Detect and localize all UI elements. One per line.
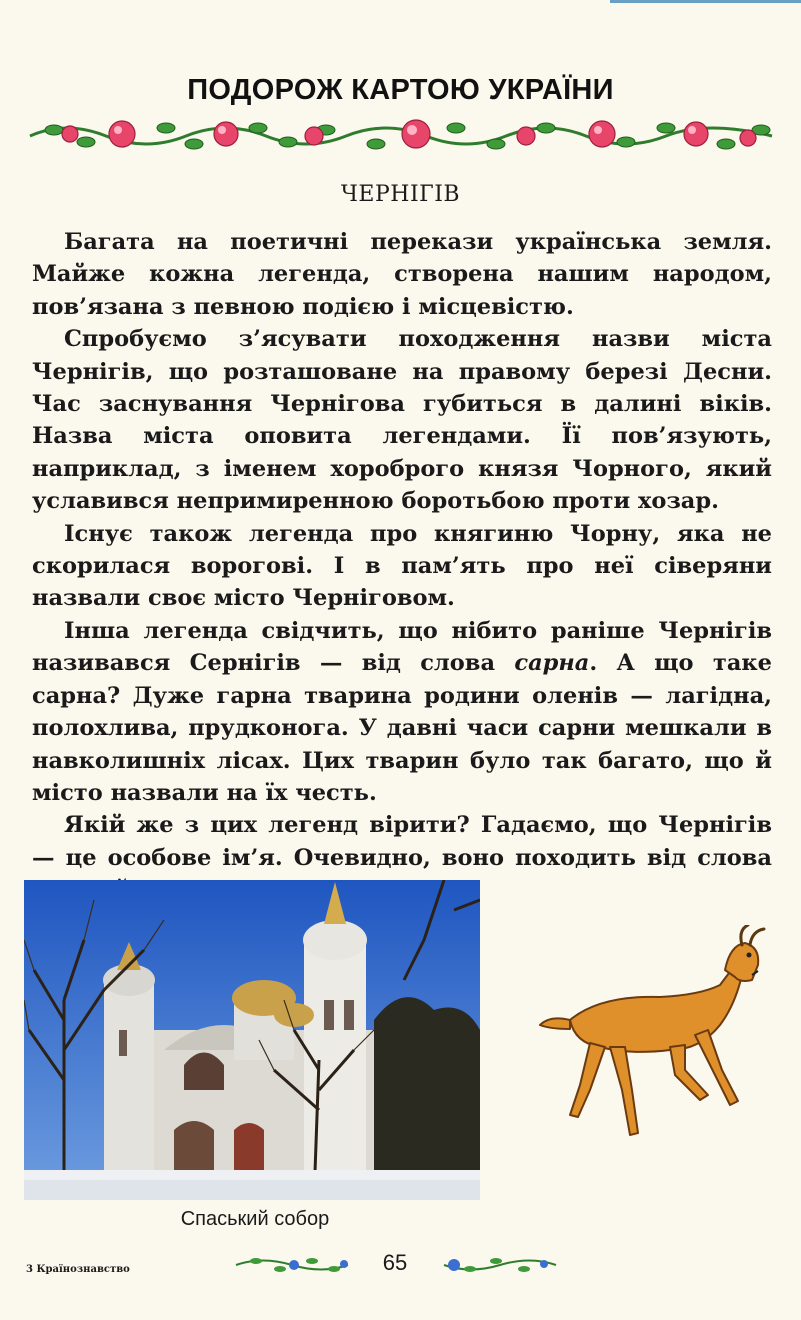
story-text — [32, 226, 772, 907]
paragraph-text: Інша легенда свідчить, що нібито раніше Чернігів називався Сернігів — від слова — [32, 617, 772, 677]
top-rule — [610, 0, 801, 3]
paragraph-text: Якій же з цих легенд вірити? Гадаємо, що Чернігів — це особове ім’я. Очевидно, воно походить від слова — [32, 812, 772, 871]
section-title: ПОДОРОЖ КАРТОЮ УКРАЇНИ — [187, 74, 614, 106]
paragraph: Існує також легенда про княгиню Чорну, яка не скорилася ворогові. І в пам’ять про неї сіверяни назвали своє місто Черніговом. — [32, 520, 772, 612]
story-title: ЧЕРНІГІВ — [340, 182, 461, 207]
paragraph: Багата на поетичні перекази українська земля. Майже кожна легенда, створена нашим народом, пов’язана з певною подією і місцевістю. — [32, 229, 772, 320]
paragraph-text: . А що таке сарна? Дуже гарна тварина родини оленів — лагідна, полохлива, прудконога. У давні часи сарни мешкали в навколишніх лісах. Цих тварин було так багато, що й місто назвали на їх честь. — [32, 650, 772, 806]
roe-deer-drawing — [530, 925, 770, 1150]
footer-note: 3 Країнознавство — [26, 1264, 130, 1275]
paragraph: Спробуємо з’ясувати походження назви міста Чернігів, що розташоване на правому березі Десни. Час заснування Чернігова губиться в далині віків. Назва міста оповита легендами. Її пов’язують, наприклад, з іменем хороброго князя Чорного, який уславився непримиренною боротьбою проти хозар. — [32, 326, 772, 515]
paragraph — [32, 615, 772, 809]
page-number: 65 — [382, 1250, 408, 1275]
photo-caption: Спаський собор — [180, 1208, 330, 1230]
cathedral-photo — [24, 880, 480, 1200]
cathedral-photo-illustration — [24, 880, 480, 1200]
floral-garland-divider — [26, 112, 776, 156]
italic-term: сарна — [514, 650, 590, 677]
footer-ornament-left — [232, 1252, 352, 1278]
footer-ornament-right — [440, 1252, 560, 1278]
